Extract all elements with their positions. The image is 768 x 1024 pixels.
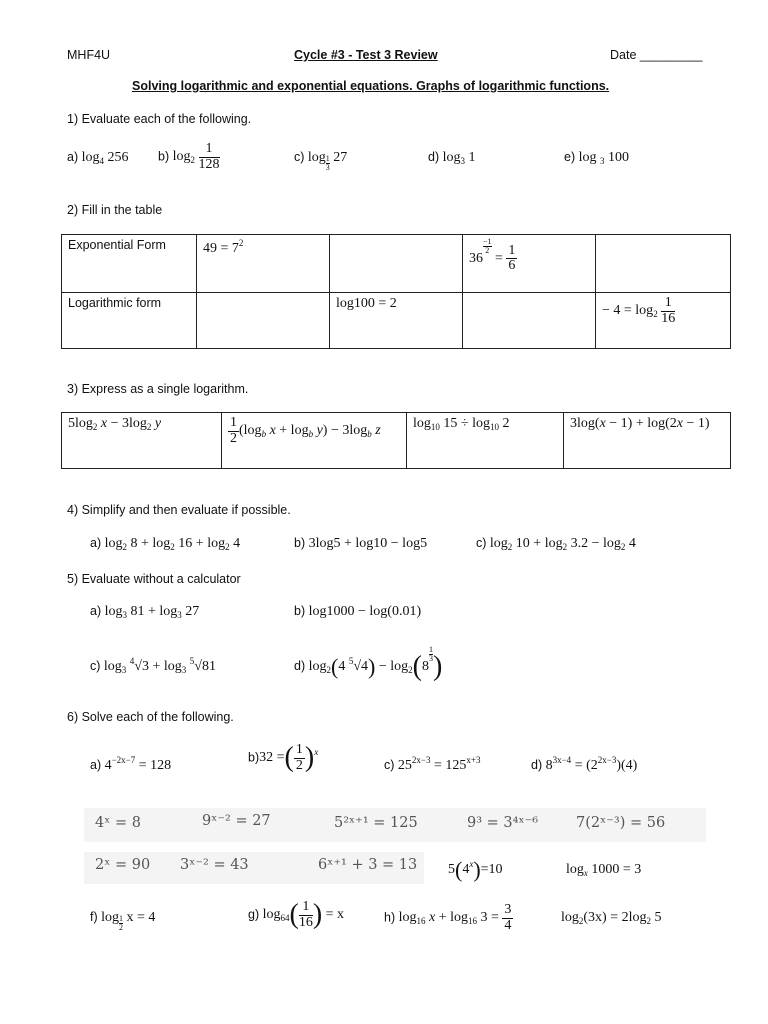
q4-prompt: 4) Simplify and then evaluate if possible. (67, 503, 291, 517)
q1-a: a) $\log_4 256$ (67, 150, 129, 166)
page-subtitle: Solving logarithmic and exponential equations. Graphs of logarithmic functions. (132, 79, 610, 93)
cell-log-4: − $4 = \log_2$ $\frac{1}{16}$ (596, 293, 731, 349)
cell-exp-1: $49 = 7^2$ (197, 235, 330, 293)
single-log-table (61, 412, 731, 469)
q5-prompt: 5) Evaluate without a calculator (67, 572, 241, 586)
q3-cell-2: $\frac{1}{2}$ ($\log_b$ $x + \log_b y) - 3\log_b$ z (222, 413, 407, 469)
q6-d: d) $8^{3x-4} = (2^{2x-3})(4)$ (531, 755, 638, 773)
extra-2a: 2ˣ = 90 (95, 857, 151, 873)
cell-exp-2 (330, 235, 463, 293)
q6-c: c) $25^{2x-3} = 125^{x+3}$ (384, 755, 481, 773)
extra-1a: 4ˣ = 8 (95, 815, 141, 831)
cell-log-3 (463, 293, 596, 349)
extra-2b: 3ˣ⁻² = 43 (180, 857, 249, 873)
q1-b: b) $\log_2$ $\frac{1}{128}$ (158, 141, 220, 172)
q3-cell-1: $5\log_2$ $x - 3\log_2$ y (62, 413, 222, 469)
q4-b: b) 3log5 + log10 − log5 (294, 536, 428, 551)
q5-a: a) $\log_3 81 + \log_3 27$ (90, 604, 200, 620)
row-label-exponential: Exponential Form (62, 235, 197, 293)
q6-last: $\log_2(3x) = 2\log_2$ 5 (561, 910, 662, 926)
q1-c: c) log $\frac{1}{3}$ 27 (294, 150, 348, 172)
q6-b: b)32 =( $\frac{1}{2}$ )$^x$ (248, 742, 319, 774)
extra-2d: $5(4^x)=10$ (448, 857, 503, 882)
q6-a: a) $4^{-2x-7} = 128$ (90, 755, 172, 773)
q6-f: f) log $\frac{1}{2}$ x = 4 (90, 910, 156, 932)
q5-d: d) $\log_2(4$ $^5√4) - \log_2(8$ $\frac{1}{3}$ ) (294, 645, 443, 682)
extra-1c: 5²ˣ⁺¹ = 125 (334, 815, 418, 831)
q5-b: b) log1000 − log(0.01) (294, 604, 422, 619)
extra-1d: 9³ = 3⁴ˣ⁻⁶ (467, 815, 539, 831)
q6-h: h) $\log_{16} x + \log_{16} 3$ = $\frac{3}{4}$ (384, 902, 512, 933)
q1-prompt: 1) Evaluate each of the following. (67, 112, 252, 126)
q6-prompt: 6) Solve each of the following. (67, 710, 234, 724)
extra-2c: 6ˣ⁺¹ + 3 = 13 (318, 857, 418, 873)
q3-prompt: 3) Express as a single logarithm. (67, 382, 249, 396)
q1-d: d) $\log_3 1$ (428, 150, 476, 166)
course-code: MHF4U (67, 48, 111, 62)
cell-log-2: log100 = 2 (330, 293, 463, 349)
q2-prompt: 2) Fill in the table (67, 203, 163, 217)
cell-exp-3: 36 $\frac{-1}{2}$ = $\frac{1}{6}$ (463, 235, 596, 293)
cell-log-1 (197, 293, 330, 349)
q3-cell-3: $\log_{10} 15 \div \log_{10} 2$ (407, 413, 564, 469)
q5-c: c) $\log_3 ^4√3 + \log_3 ^5√81$ (90, 656, 216, 675)
cell-exp-4 (596, 235, 731, 293)
extra-1e: 7(2ˣ⁻³) = 56 (576, 815, 666, 831)
extra-1b: 9ˣ⁻² = 27 (202, 813, 271, 829)
q4-a: a) $\log_2 8 + \log_2 16 + \log_2 4$ (90, 536, 241, 552)
extra-2e: $\log_x 1000 = 3$ (566, 862, 642, 878)
page-title: Cycle #3 - Test 3 Review (294, 48, 438, 62)
date-field: Date _________ (610, 48, 703, 62)
q3-cell-4: 3log(x − 1) + log(2x − 1) (564, 413, 731, 469)
q4-c: c) $\log_2 10 + \log_2 3.2 - \log_2 4$ (476, 536, 636, 552)
row-label-logarithmic: Logarithmic form (62, 293, 197, 349)
q1-e: e) log $_3$ 100 (564, 150, 629, 166)
conversion-table (61, 234, 731, 349)
q6-g: g) $\log_{64}$( $\frac{1}{16}$ ) = x (248, 899, 345, 931)
